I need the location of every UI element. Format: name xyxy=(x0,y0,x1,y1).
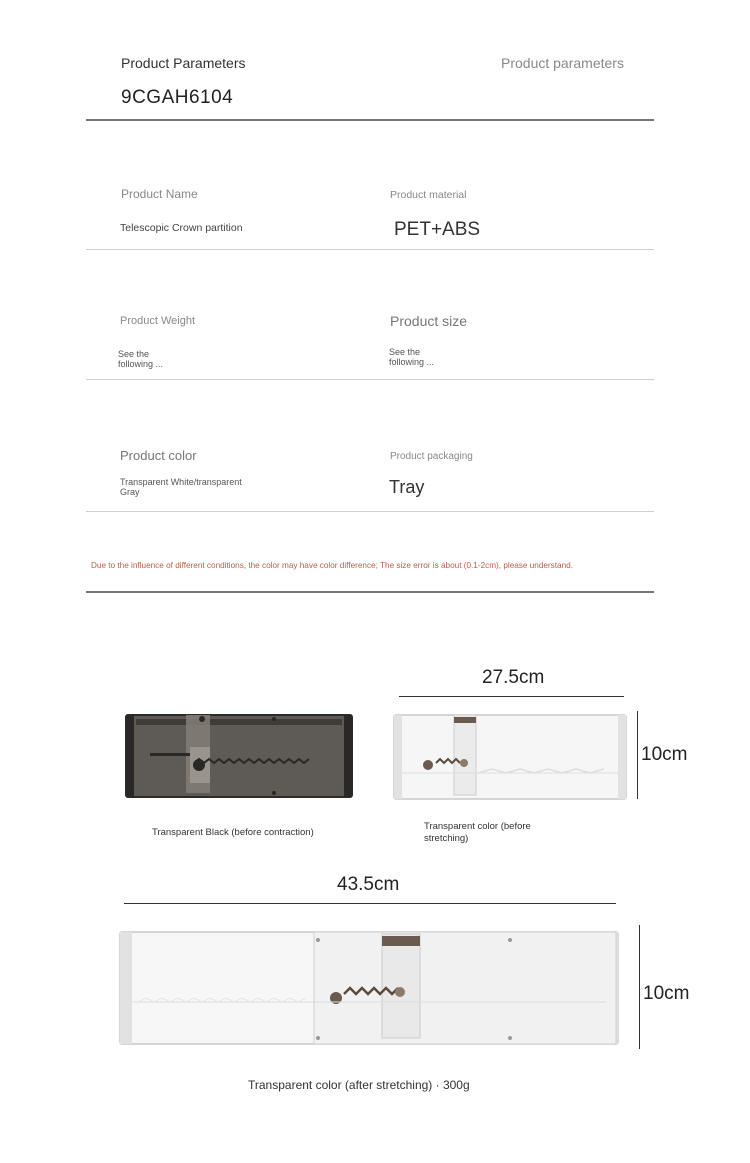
product-color-value-line2: Gray xyxy=(120,487,140,497)
product-size-value xyxy=(389,347,434,367)
disclaimer-divider xyxy=(86,591,654,593)
dimension-vline-short xyxy=(637,711,638,799)
product-size-value-line2: following ... xyxy=(389,357,435,367)
dimension-width-long: 43.5cm xyxy=(337,874,400,895)
row-divider-3 xyxy=(86,511,654,512)
header-title-right: Product parameters xyxy=(501,55,624,71)
header-title-left: Product Parameters xyxy=(121,55,246,71)
product-size-value-line1: See the xyxy=(389,347,421,357)
caption-clear-before xyxy=(424,821,531,845)
product-packaging-label: Product packaging xyxy=(390,451,473,462)
dimension-line-short xyxy=(399,696,624,697)
caption-clear-after: Transparent color (after stretching) · 300g xyxy=(248,1078,470,1092)
clear-divider-after-image xyxy=(118,928,620,1048)
row-divider-2 xyxy=(86,379,654,380)
header-divider xyxy=(86,119,654,121)
product-weight-value xyxy=(118,349,163,369)
dimension-vline-long xyxy=(639,925,640,1049)
product-material-label: Product material xyxy=(390,189,467,201)
product-color-value xyxy=(120,477,242,497)
product-weight-label: Product Weight xyxy=(120,315,196,327)
clear-divider-before-image xyxy=(392,713,628,801)
disclaimer-note: Due to the influence of different conditions, the color may have color difference; The size error is about (0.1-2cm), please understand. xyxy=(91,561,573,570)
product-name-value: Telescopic Crown partition xyxy=(120,222,243,234)
caption-clear-before-line1: Transparent color (before xyxy=(424,821,531,832)
product-packaging-value: Tray xyxy=(389,477,425,497)
product-name-label: Product Name xyxy=(121,187,198,201)
dimension-width-short: 27.5cm xyxy=(482,667,545,688)
caption-black: Transparent Black (before contraction) xyxy=(152,827,314,838)
dimension-height-short: 10cm xyxy=(641,744,688,765)
product-size-label: Product size xyxy=(390,313,468,329)
black-divider-image xyxy=(124,713,354,799)
dimension-line-long xyxy=(124,903,616,904)
product-material-value: PET+ABS xyxy=(394,219,481,240)
product-weight-value-line2: following ... xyxy=(118,359,164,369)
caption-clear-before-line2: stretching) xyxy=(424,833,469,844)
product-weight-value-line1: See the xyxy=(118,349,150,359)
row-divider-1 xyxy=(86,249,654,250)
product-color-label: Product color xyxy=(120,448,197,463)
dimension-height-long: 10cm xyxy=(643,983,690,1004)
model-number: 9CGAH6104 xyxy=(121,87,234,108)
product-color-value-line1: Transparent White/transparent xyxy=(120,477,242,487)
